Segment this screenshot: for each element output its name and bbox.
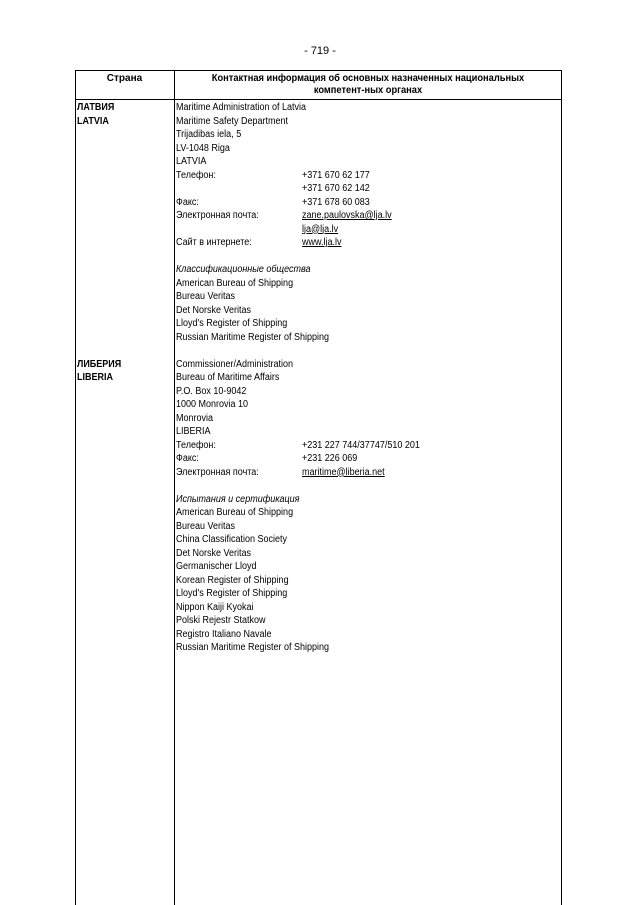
email-link[interactable]: lja@lja.lv [302,223,339,235]
fax-value: +231 226 069 [302,453,358,464]
organization-item: American Bureau of Shipping [176,277,294,289]
email-label: Электронная почта: [176,210,259,221]
address-line: Trijadibas iela, 5 [176,129,242,140]
website-row [176,236,522,250]
organization-item: China Classification Society [176,534,288,545]
phone-row [176,439,522,453]
website-label: Сайт в интернете: [176,237,252,248]
organization-item: Det Norske Veritas [176,547,252,559]
address-line: Bureau of Maritime Affairs [176,372,280,383]
address-line: Commissioner/Administration [176,358,294,370]
organization-item: Lloyd's Register of Shipping [176,588,288,599]
address-line: LV-1048 Riga [176,142,230,154]
email-label: Электронная почта: [176,466,259,478]
organization-item: American Bureau of Shipping [176,507,294,518]
phone-value: +371 670 62 177 [302,169,370,181]
organization-item: Registro Italiano Navale [176,628,272,640]
header-contact-info: Контактная информация об основных назначенных национальных компетент-ных органах [211,73,525,96]
address-line: LATVIA [176,156,207,167]
organization-item: Germanischer Lloyd [176,561,257,572]
contact-block-latvia [176,101,560,344]
phone-row [176,182,522,196]
fax-label: Факс: [176,196,199,208]
fax-label: Факс: [176,453,199,464]
organization-item: Bureau Veritas [176,520,236,532]
country-name-ru: ЛАТВИЯ [77,102,115,113]
page-number: - 719 - [304,45,336,57]
address-line: Monrovia [176,412,214,424]
email-link[interactable]: zane.paulovska@lja.lv [302,210,392,221]
section-title: Испытания и сертификация [176,493,300,505]
country-name-en: LIBERIA [77,372,113,383]
email-row [176,209,522,223]
organization-item: Nippon Kaiji Kyokai [176,601,254,613]
address-line: LIBERIA [176,426,211,437]
organization-item: Russian Maritime Register of Shipping [176,642,330,653]
contacts-table [75,70,562,905]
country-name-en: LATVIA [77,115,109,127]
address-line: Maritime Administration of Latvia [176,102,307,113]
header-country: Страна [106,73,143,84]
organization-item: Russian Maritime Register of Shipping [176,331,330,343]
country-name-ru: ЛИБЕРИЯ [77,358,122,370]
organization-item: Korean Register of Shipping [176,574,289,586]
table-left-border [75,70,76,905]
phone-value: +231 227 744/37747/510 201 [302,439,420,451]
organization-item: Polski Rejestr Statkow [176,615,266,626]
address-line: 1000 Monrovia 10 [176,399,249,410]
phone-value: +371 670 62 142 [302,183,370,194]
contact-block-liberia [176,358,560,655]
header-bottom-border [75,99,562,100]
fax-value: +371 678 60 083 [302,196,370,208]
email-link[interactable]: maritime@liberia.net [302,466,385,478]
email-row [176,466,522,480]
address-line: Maritime Safety Department [176,115,289,127]
email-row [176,223,522,237]
organization-item: Det Norske Veritas [176,304,252,316]
table-top-border [75,70,562,71]
organization-item: Lloyd's Register of Shipping [176,318,288,329]
phone-label: Телефон: [176,169,216,181]
website-link[interactable]: www.lja.lv [302,237,342,248]
fax-row [176,196,522,210]
country-liberia [77,358,121,385]
phone-row [176,169,522,183]
address-line: P.O. Box 10-9042 [176,385,247,397]
section-title: Классификационные общества [176,264,311,275]
fax-row [176,452,522,466]
organization-item: Bureau Veritas [176,291,236,302]
phone-label: Телефон: [176,439,216,451]
column-divider [174,70,175,905]
table-right-border [561,70,562,905]
country-latvia [77,101,114,128]
